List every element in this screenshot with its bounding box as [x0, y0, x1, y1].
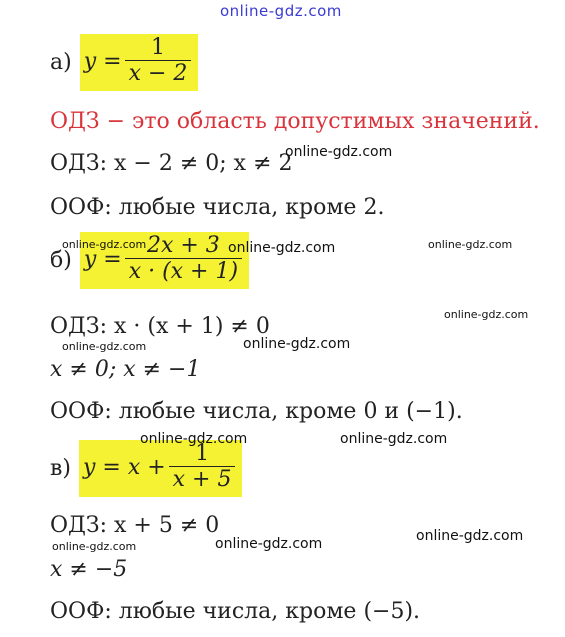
watermark: online-gdz.com [215, 536, 323, 552]
part-b-lhs: y = [83, 246, 122, 272]
part-b-condition: x ≠ 0; x ≠ −1 [50, 357, 201, 382]
part-a-numerator: 1 [150, 35, 165, 60]
part-b-oof: ООФ: любые числа, кроме 0 и (−1). [50, 399, 463, 424]
watermark: online-gdz.com [243, 336, 351, 352]
part-c-equation [50, 440, 242, 497]
watermark: online-gdz.com [285, 144, 393, 160]
part-c-lhs: y = x + [82, 454, 166, 480]
watermark: online-gdz.com [340, 431, 448, 447]
part-c-numerator: 1 [195, 441, 210, 466]
watermark: online-gdz.com [62, 238, 147, 251]
part-b-label: б) [50, 247, 72, 273]
part-c-formula [79, 440, 243, 497]
part-b-numerator: 2x + 3 [146, 233, 220, 258]
part-a-oof: ООФ: любые числа, кроме 2. [50, 195, 385, 220]
watermark: online-gdz.com [444, 308, 529, 321]
part-c-condition: x ≠ −5 [50, 557, 128, 582]
watermark: online-gdz.com [62, 340, 147, 353]
part-c-fraction [169, 442, 236, 493]
watermark: online-gdz.com [140, 431, 248, 447]
part-a-lhs: y = [83, 48, 122, 74]
part-b-odz: ОДЗ: x · (x + 1) ≠ 0 [50, 314, 270, 339]
watermark: online-gdz.com [52, 540, 137, 553]
odz-definition-note: ОДЗ − это область допустимых значений. [50, 109, 540, 134]
part-c-oof: ООФ: любые числа, кроме (−5). [50, 599, 421, 624]
part-c-denominator: x + 5 [172, 467, 232, 492]
watermark: online-gdz.com [428, 238, 513, 251]
part-a-formula [80, 34, 199, 91]
part-a-equation [50, 34, 198, 91]
part-b-denominator: x · (x + 1) [128, 259, 239, 284]
part-c-odz: ОДЗ: x + 5 ≠ 0 [50, 513, 220, 538]
part-a-odz: ОДЗ: x − 2 ≠ 0; x ≠ 2 [50, 151, 293, 176]
part-a-denominator: x − 2 [128, 61, 188, 86]
watermark: online-gdz.com [416, 528, 524, 544]
watermark: online-gdz.com [228, 240, 336, 256]
part-a-label: а) [50, 49, 72, 75]
part-a-fraction [125, 36, 192, 87]
part-c-label: в) [50, 455, 71, 481]
watermark-top: online-gdz.com [220, 2, 342, 20]
